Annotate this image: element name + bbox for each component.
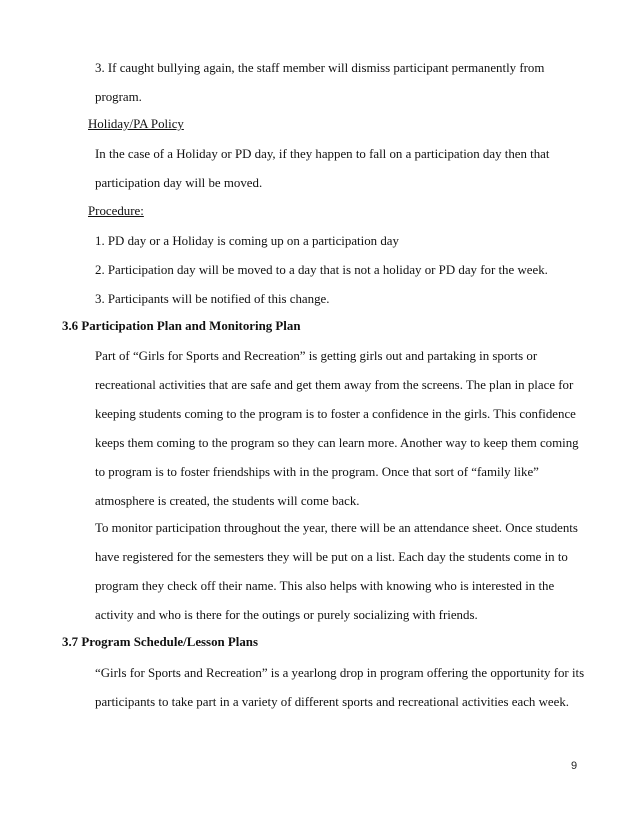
text-line: participants to take part in a variety of different sports and recreational activities each week.: [95, 695, 570, 709]
text-line: participation day will be moved.: [95, 176, 263, 190]
text-line: 2. Participation day will be moved to a day that is not a holiday or PD day for the week.: [95, 263, 548, 277]
text-line: In the case of a Holiday or PD day, if they happen to fall on a participation day then that: [95, 147, 550, 161]
text-line: keeps them coming to the program so they can learn more. Another way to keep them coming: [95, 436, 579, 450]
section-heading-3-7: 3.7 Program Schedule/Lesson Plans: [62, 635, 258, 649]
text-line: atmosphere is created, the students will come back.: [95, 494, 360, 508]
text-line: 3. Participants will be notified of this change.: [95, 292, 330, 306]
text-line: To monitor participation throughout the year, there will be an attendance sheet. Once students: [95, 521, 578, 535]
text-line: have registered for the semesters they will be put on a list. Each day the students come in to: [95, 550, 568, 564]
text-line: Part of “Girls for Sports and Recreation” is getting girls out and partaking in sports or: [95, 349, 538, 363]
text-line: 1. PD day or a Holiday is coming up on a participation day: [95, 234, 399, 248]
subheading-holiday-policy: Holiday/PA Policy: [88, 117, 184, 131]
subheading-procedure: Procedure:: [88, 204, 144, 218]
text-line: 3. If caught bullying again, the staff member will dismiss participant permanently from: [95, 61, 545, 75]
text-line: program they check off their name. This also helps with knowing who is interested in the: [95, 579, 555, 593]
page-number: 9: [571, 760, 578, 772]
text-line: keeping students coming to the program is to foster a confidence in the girls. This confidence: [95, 407, 576, 421]
section-heading-3-6: 3.6 Participation Plan and Monitoring Plan: [62, 319, 301, 333]
text-line: recreational activities that are safe and get them away from the screens. The plan in place for: [95, 378, 574, 392]
text-line: to program is to foster friendships with in the program. Once that sort of “family like”: [95, 465, 539, 479]
text-line: program.: [95, 90, 142, 104]
text-line: activity and who is there for the outings or purely socializing with friends.: [95, 608, 478, 622]
text-line: “Girls for Sports and Recreation” is a yearlong drop in program offering the opportunity for its: [95, 666, 585, 680]
